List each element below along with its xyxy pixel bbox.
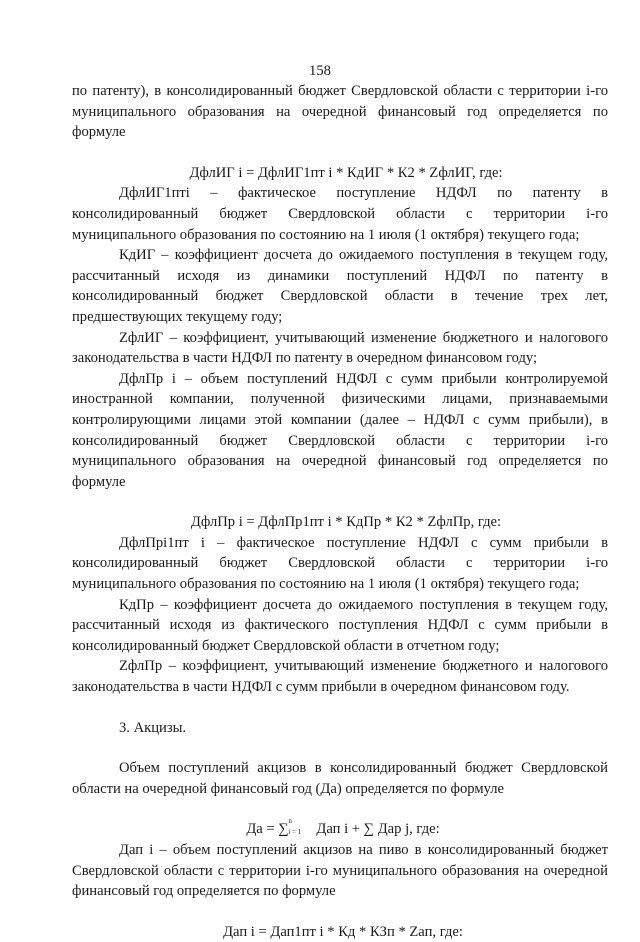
paragraph-excise-volume: Объем поступлений акцизов в консолидированный бюджет Свердловской области на очередной финансовый год (Да) определяется по формуле: [72, 760, 608, 797]
section-heading-excises: 3. Акцизы.: [119, 719, 187, 736]
sum-upper-limit: n: [288, 817, 292, 826]
definition-dap: Дап i – объем поступлений акцизов на пиво в консолидированный бюджет Свердловской области с территории i-го муниципального образования на очередной финансовый год определяется по формуле: [72, 842, 608, 900]
formula-da: [72, 819, 608, 840]
definition-dfl-pr1pt: ДфлПрi1пт i – фактическое поступление НДФЛ с сумм прибыли в консолидированный бюджет Свердловской области с территории i-го муниципального образования по состоянию на 1 июля (1 октября) текущего года;: [72, 534, 608, 593]
definition-kd-pr: КдПр – коэффициент досчета до ожидаемого поступления в текущем году, рассчитанный исходя из фактического поступления НДФЛ с сумм прибыли в консолидированный бюджет Свердловской области в отчетном году;: [72, 596, 608, 654]
sum-lower-limit: i = 1: [288, 828, 302, 837]
page-number: 158: [309, 63, 331, 79]
definition-dfl-ig1pt: ДфлИГ1птi – фактическое поступление НДФЛ по патенту в консолидированный бюджет Свердловской области с территории i-го муниципального образования по состоянию на 1 июля (1 октября) текущего года;: [72, 185, 608, 243]
definition-z-fl-ig: ZфлИГ – коэффициент, учитывающий изменение бюджетного и налогового законодательства в части НДФЛ по патенту в очередном финансовом году;: [72, 329, 608, 367]
formula-da-left: Да =: [246, 821, 275, 838]
document-body: [72, 81, 608, 942]
paragraph-continuation: по патенту), в консолидированный бюджет Свердловской области с территории i-го муниципального образования на очередной финансовый год определяется по формуле: [72, 83, 608, 141]
formula-dfl-pr: ДфлПр i = ДфлПр1пт i * КдПр * К2 * ZфлПр, где:: [190, 514, 502, 531]
definition-z-fl-pr: ZфлПр – коэффициент, учитывающий изменение бюджетного и налогового законодательства в части НДФЛ с сумм прибыли в очередном финансовом году.: [72, 658, 608, 696]
definition-dfl-pr: ДфлПр i – объем поступлений НДФЛ с сумм прибыли контролируемой иностранной компании, полученной физическими лицами, признаваемыми контролирующими лицами этой компании (далее – НДФЛ с сумм прибыли), в консолидированный бюджет Свердловской области с территории i-го муниципального образования на очередной финансовый год определяется по формуле: [72, 370, 608, 490]
formula-da-right: Дап i + ∑ Дар j, где:: [316, 821, 440, 838]
sum-symbol: ∑ n i = 1: [278, 817, 302, 838]
formula-dap: Дап i = Дап1пт i * Кд * КЗп * Zап, где:: [223, 923, 463, 940]
definition-kd-ig: КдИГ – коэффициент досчета до ожидаемого поступления в текущем году, рассчитанный исходя из динамики поступлений НДФЛ по патенту в консолидированный бюджет Свердловской области в течение трех лет, предшествующих текущему году;: [72, 247, 608, 325]
formula-dfl-ig: ДфлИГ i = ДфлИГ1пт i * КдИГ * К2 * ZфлИГ, где:: [189, 164, 503, 181]
